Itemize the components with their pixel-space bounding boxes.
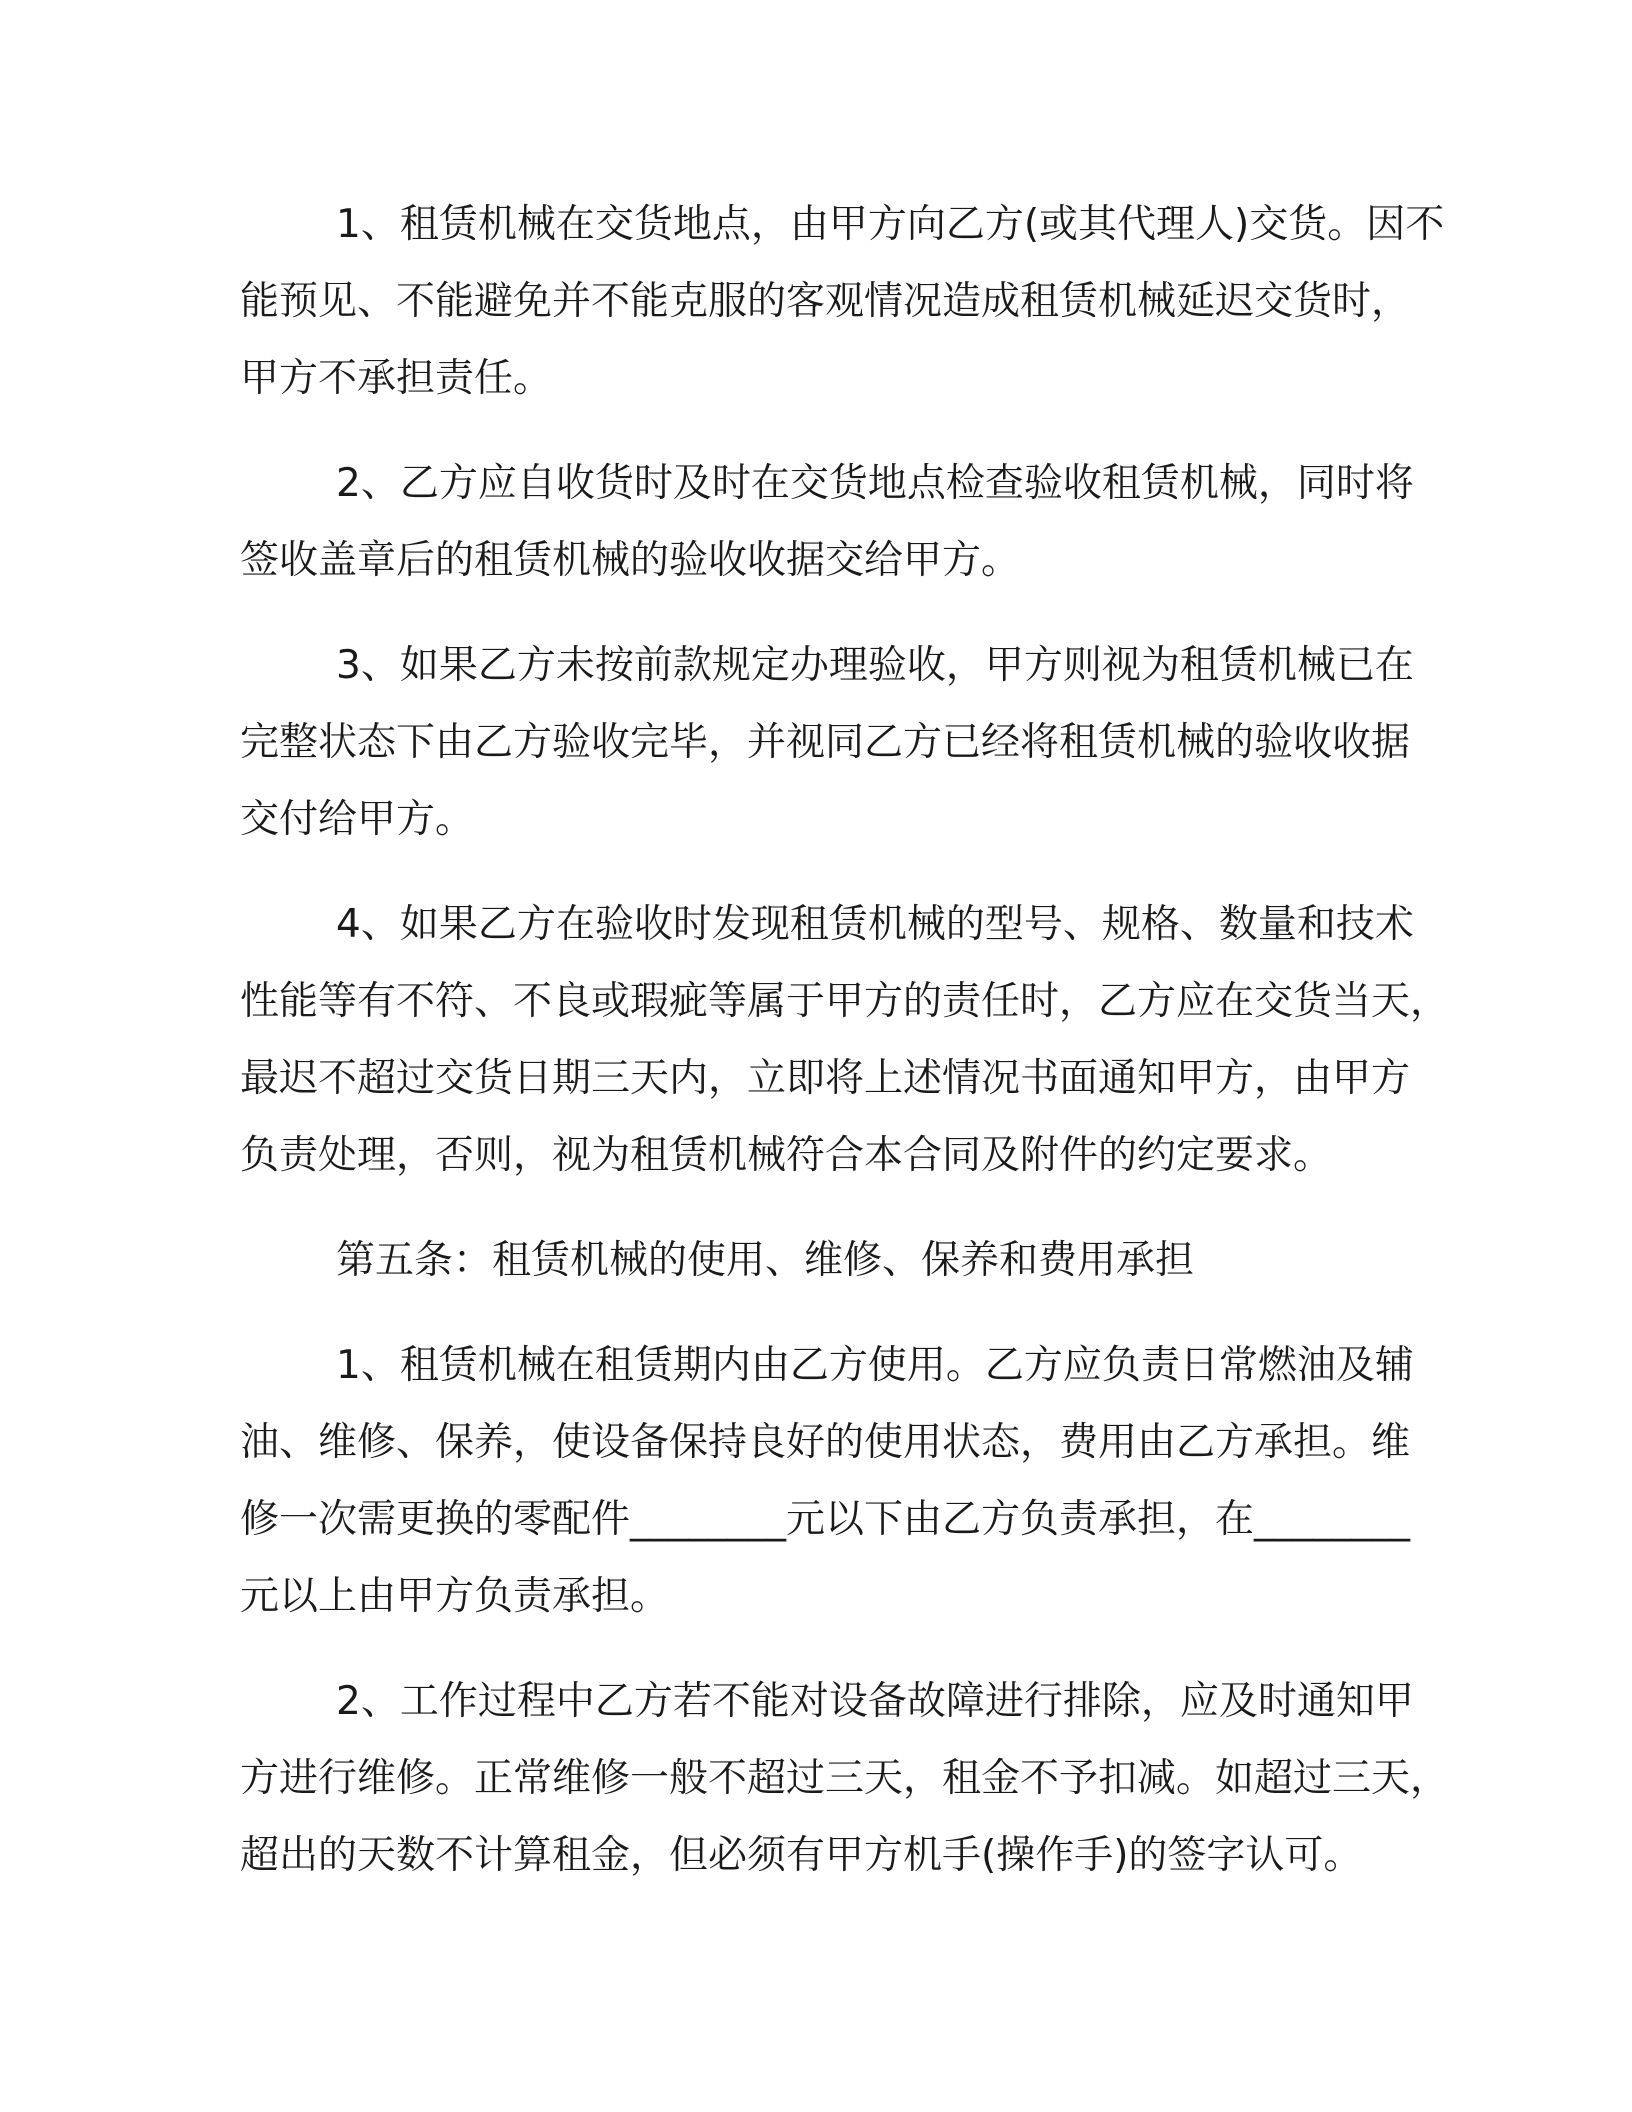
paragraph-defects (240, 886, 1450, 1194)
text-line: 签收盖章后的租赁机械的验收收据交给甲方。 (240, 538, 1021, 583)
text-line: 甲方不承担责任。 (240, 356, 553, 401)
paragraph-repair (240, 1663, 1450, 1894)
text-line: 3、如果乙方未按前款规定办理验收，甲方则视为租赁机械已在 (336, 643, 1414, 688)
text-line: 1、租赁机械在租赁期内由乙方使用。乙方应负责日常燃油及辅 (336, 1343, 1414, 1388)
text-line: 修一次需更换的零配件________元以下由乙方负责承担，在________ (240, 1497, 1411, 1542)
text-line: 4、如果乙方在验收时发现租赁机械的型号、规格、数量和技术 (336, 902, 1414, 947)
text-line: 交付给甲方。 (240, 797, 475, 842)
section-heading (240, 1222, 1390, 1299)
paragraph-inspection (240, 445, 1414, 599)
paragraph-maintenance (240, 1327, 1414, 1635)
text-line: 2、乙方应自收货时及时在交货地点检查验收租赁机械，同时将 (336, 461, 1414, 506)
text-line: 最迟不超过交货日期三天内，立即将上述情况书面通知甲方，由甲方 (240, 1056, 1411, 1101)
heading-line: 第五条：租赁机械的使用、维修、保养和费用承担 (336, 1238, 1195, 1283)
text-line: 1、租赁机械在交货地点，由甲方向乙方(或其代理人)交货。因不 (336, 202, 1445, 247)
text-line: 超出的天数不计算租金，但必须有甲方机手(操作手)的签字认可。 (240, 1833, 1363, 1878)
text-line: 元以上由甲方负责承担。 (240, 1574, 670, 1619)
text-line: 完整状态下由乙方验收完毕，并视同乙方已经将租赁机械的验收收据 (240, 720, 1411, 765)
text-line: 性能等有不符、不良或瑕疵等属于甲方的责任时，乙方应在交货当天， (240, 979, 1450, 1024)
text-line: 能预见、不能避免并不能克服的客观情况造成租赁机械延迟交货时， (240, 279, 1411, 324)
document-body (240, 186, 1450, 1922)
paragraph-delivery (240, 186, 1445, 417)
text-line: 2、工作过程中乙方若不能对设备故障进行排除，应及时通知甲 (336, 1679, 1414, 1724)
text-line: 方进行维修。正常维修一般不超过三天，租金不予扣减。如超过三天， (240, 1756, 1450, 1801)
text-line: 负责处理，否则，视为租赁机械符合本合同及附件的约定要求。 (240, 1133, 1333, 1178)
paragraph-acceptance (240, 627, 1414, 858)
text-line: 油、维修、保养，使设备保持良好的使用状态，费用由乙方承担。维 (240, 1420, 1411, 1465)
